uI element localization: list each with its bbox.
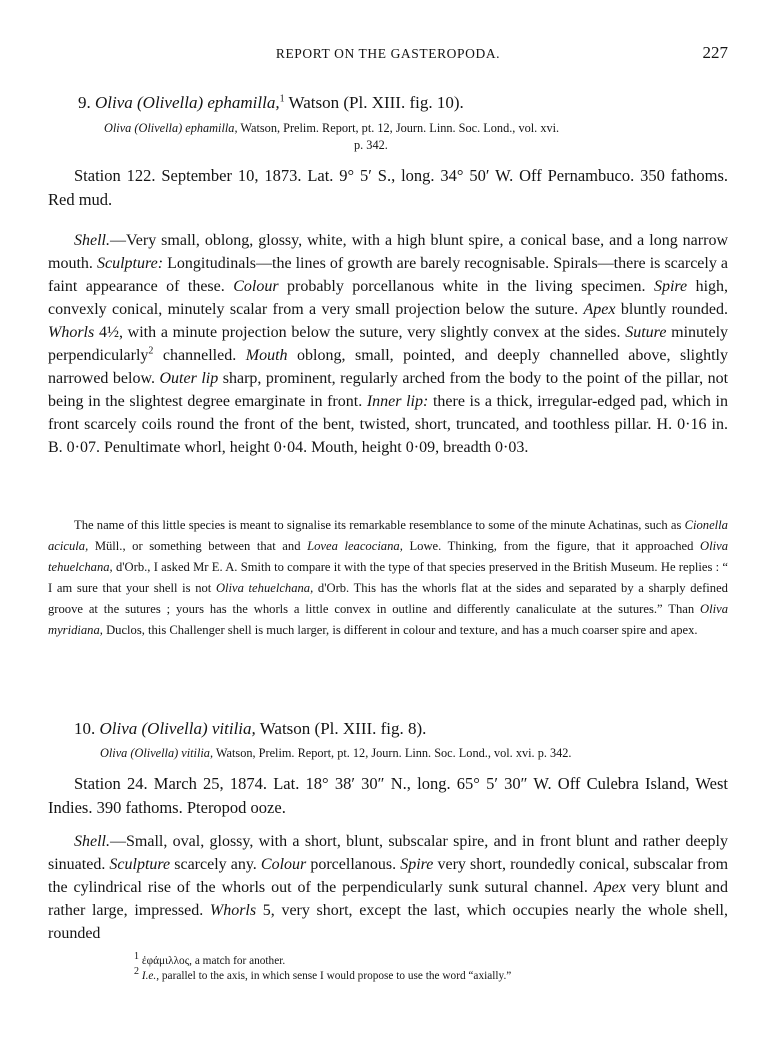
label-colour: Colour: [260, 856, 307, 873]
label-apex: Apex: [583, 301, 616, 318]
species-9-heading: [48, 92, 728, 114]
note-text: Müll., or something between that and: [94, 539, 301, 553]
species-10-reference: [48, 745, 728, 762]
desc-shell: —Very small, oblong, glossy, white, with a high blunt spire, a conical base, and a long narrow mouth.: [48, 232, 728, 272]
desc-whorls: 5, very short, except the last, which occupies nearly the whole shell, rounded: [48, 902, 728, 942]
label-sculpture: Sculpture:: [96, 255, 164, 272]
desc-sculpture: scarcely any.: [174, 856, 257, 873]
species-9-number: 9.: [78, 93, 91, 112]
footnote-2-label: I.e.,: [141, 970, 160, 982]
desc-suture-end: channelled.: [162, 347, 237, 364]
desc-spire: high, convexly conical, minutely scalar from a very small projection below the suture.: [48, 278, 729, 318]
species-10-heading: [48, 718, 728, 740]
species-10-station: [48, 772, 728, 820]
footnote-2: [48, 966, 728, 984]
desc-apex: very blunt and rather large, impressed.: [48, 879, 729, 919]
species-10-station-text: Station 24. March 25, 1874. Lat. 18° 38′ 30″ N., long. 65° 5′ 30″ W. Off Culebra Island, West Indies. 390 fathoms. Pteropod ooze.: [48, 774, 728, 817]
label-shell: Shell.: [74, 232, 110, 249]
desc-sculpture: Longitudinals—the lines of growth are barely recognisable. Spirals—there is scarcely a faint appearance of these.: [48, 255, 729, 295]
species-10-ref-text: Watson, Prelim. Report, pt. 12, Journ. Linn. Soc. Lond., vol. xvi. p. 342.: [215, 746, 572, 760]
note-text: Duclos, this Challenger shell is much larger, is different in colour and texture, and has a much coarser spire and apex.: [106, 623, 698, 637]
note-taxon: Cionella acicula,: [48, 518, 728, 553]
label-outer-lip: Outer lip: [159, 370, 219, 387]
label-inner-lip: Inner lip:: [366, 393, 429, 410]
note-taxon: Lovea leacociana,: [307, 539, 403, 553]
label-mouth: Mouth: [245, 347, 288, 364]
label-shell: Shell.: [74, 833, 110, 850]
species-9-station: [48, 164, 728, 212]
species-9-author-plate: Watson (Pl. XIII. fig. 10).: [288, 93, 464, 112]
label-suture: Suture: [625, 324, 667, 341]
label-apex: Apex: [593, 879, 626, 896]
note-text: d'Orb. This has the whorls flat at the sides and separated by a sharply defined groove at the sutures ; yours has the whorls a little convex in outline and differently canaliculate at the sutures.” Than: [48, 581, 728, 616]
species-10-ref-name: Oliva (Olivella) vitilia,: [100, 746, 214, 760]
desc-shell: —Small, oval, glossy, with a short, blunt, subscalar spire, and in front blunt and rather deeply sinuated.: [48, 833, 728, 873]
label-spire: Spire: [653, 278, 688, 295]
footnote-1-mark: 1: [134, 951, 139, 963]
desc-outer-lip: sharp, prominent, regularly arched from the body to the point of the pillar, not being in the slightest degree emarginate in front.: [48, 370, 729, 410]
desc-spire: very short, roundedly conical, subscalar from the cylindrical rise of the whorls out of the perpendicularly sunk sutural channel.: [48, 856, 729, 896]
label-whorls: Whorls: [48, 324, 95, 341]
note-text: The name of this little species is meant to signalise its remarkable resemblance to some of the minute Achatinas, such as: [74, 518, 682, 532]
desc-mouth: oblong, small, pointed, and deeply channelled above, slightly narrowed below.: [48, 347, 728, 387]
footnote-1-text: a match for another.: [194, 955, 286, 967]
species-9-station-text: Station 122. September 10, 1873. Lat. 9° 5′ S., long. 34° 50′ W. Off Pernambuco. 350 fathoms. Red mud.: [48, 166, 728, 209]
desc-colour: probably porcellanous white in the living specimen.: [286, 278, 646, 295]
species-9-reference: [48, 120, 728, 154]
species-9-name: Oliva (Olivella) ephamilla,: [95, 93, 280, 112]
note-taxon: Oliva tehuelchana,: [48, 539, 729, 574]
species-9-note: [48, 515, 728, 641]
label-colour: Colour: [233, 278, 279, 295]
desc-suture: minutely perpendicularly: [48, 324, 729, 364]
label-spire: Spire: [400, 856, 434, 873]
note-taxon: Oliva myridiana,: [48, 602, 728, 637]
desc-whorls: 4½, with a minute projection below the suture, very slightly convex at the sides.: [98, 324, 621, 341]
label-sculpture: Sculpture: [109, 856, 171, 873]
note-text: Lowe. Thinking, from the figure, that it approached: [409, 539, 694, 553]
footnotes: [48, 951, 728, 984]
footnote-mark-2: 2: [148, 345, 154, 357]
page-number: 227: [702, 43, 728, 62]
species-10-number: 10.: [74, 719, 96, 738]
desc-inner-lip: there is a thick, irregular-edged pad, which in front scarcely coils round the front of the bent, twisted, short, truncated, and toothless pillar. H. 0·16 in. B. 0·07. Penultimate whorl, height 0·04. Mouth, height 0·09, breadth 0·03.: [48, 393, 728, 456]
running-title: REPORT ON THE GASTEROPODA.: [275, 46, 501, 61]
footnote-1: [48, 951, 728, 969]
label-whorls: Whorls: [209, 902, 257, 919]
note-text: d'Orb., I asked Mr E. A. Smith to compare it with the type of that species preserved in the British Museum. He replies : “ I am sure that your shell is not: [48, 560, 728, 595]
species-10-description: [48, 830, 728, 945]
note-taxon: Oliva tehuelchana,: [215, 581, 314, 595]
species-9-description: [48, 229, 728, 459]
footnote-2-mark: 2: [134, 966, 139, 978]
species-10-name: Oliva (Olivella) vitilia,: [99, 719, 256, 738]
species-10-author-plate: Watson (Pl. XIII. fig. 8).: [259, 719, 427, 738]
desc-apex: bluntly rounded.: [620, 301, 729, 318]
species-9-ref-text: Watson, Prelim. Report, pt. 12, Journ. Linn. Soc. Lond., vol. xvi.: [240, 121, 560, 135]
footnote-mark-1: 1: [279, 93, 285, 105]
footnote-1-greek: ἐφάμιλλος,: [141, 955, 193, 967]
species-9-ref-page: p. 342.: [354, 138, 388, 152]
footnote-2-text: parallel to the axis, in which sense I would propose to use the word “axially.”: [161, 970, 512, 982]
desc-colour: porcellanous.: [310, 856, 397, 873]
species-9-ref-name: Oliva (Olivella) ephamilla,: [104, 121, 238, 135]
